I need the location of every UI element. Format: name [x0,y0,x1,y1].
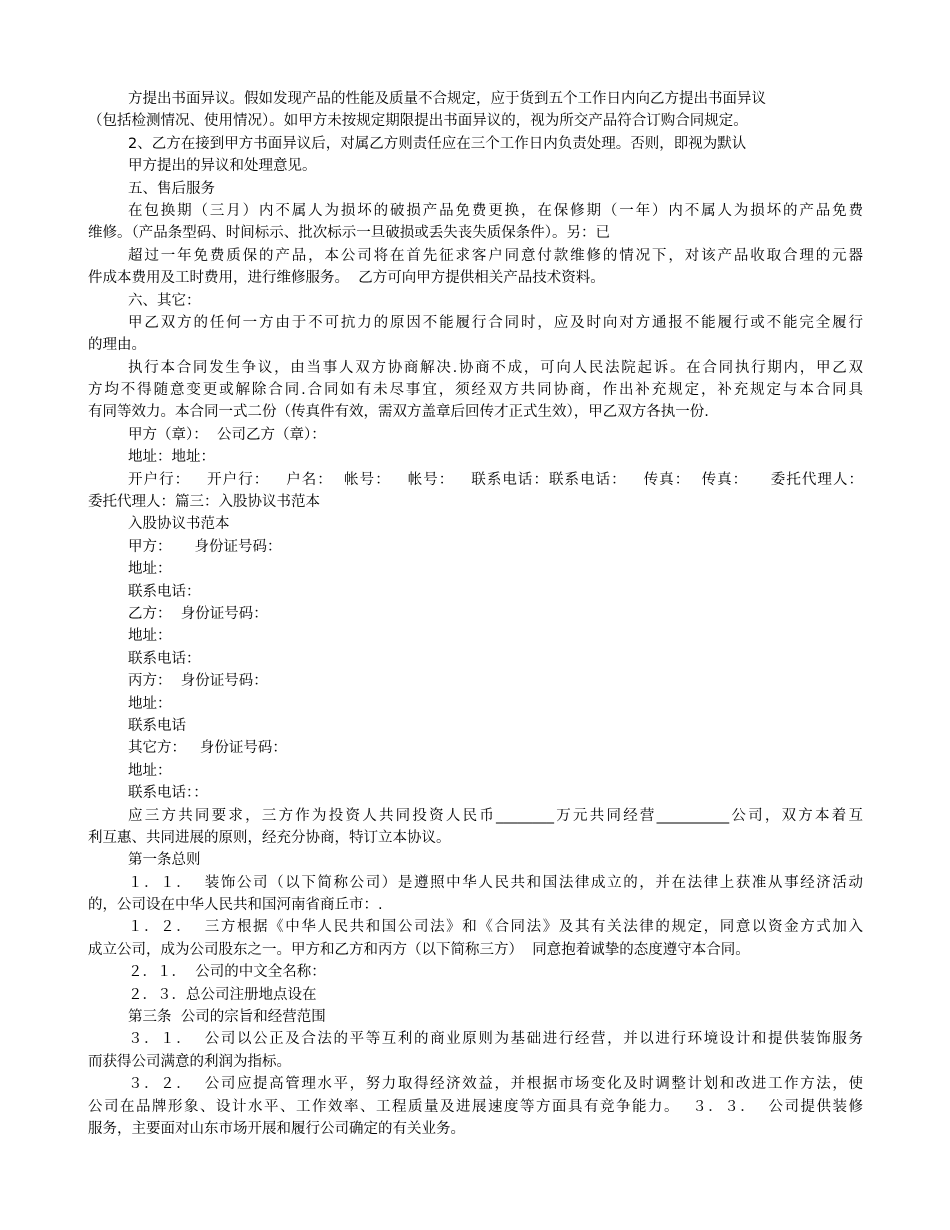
text-line: 应三方共同要求，三方作为投资人共同投资人民币________万元共同经营__________公司，双方本着互 [128,807,863,824]
text-line: 在包换期（三月）内不属人为损坏的破损产品免费更换，在保修期（一年）内不属人为损坏的产品免费 [128,202,863,219]
text-line: 开户行： 开户行： 户名： 帐号： 帐号： 联系电话：联系电话： 传真： 传真： 委托代理人： [128,471,863,488]
text-line: １．１． 装饰公司（以下简称公司）是遵照中华人民共和国法律成立的，并在法律上获准从事经济活动 [128,874,863,891]
text-line: 第三条 公司的宗旨和经营范围 [128,1009,326,1026]
text-line: 执行本合同发生争议，由当事人双方协商解决.协商不成，可向人民法院起诉。在合同执行期内，甲乙双 [128,359,863,376]
text-line: 联系电话： [128,583,201,600]
text-line: ２．１． 公司的中文全名称： [128,964,326,981]
text-line: 甲方（章）： 公司乙方（章）： [128,426,326,443]
text-line: 2、乙方在接到甲方书面异议后，对属乙方则责任应在三个工作日内负责处理。否则，即视为默认 [128,135,747,152]
text-line: 委托代理人：篇三：入股协议书范本 [88,494,320,511]
text-line: 维修。（产品条型码、时间标示、批次标示一旦破损或丢失丧失质保条件）。另：已 [88,225,610,242]
text-line: 第一条总则 [128,852,201,869]
text-line: 五、售后服务 [128,180,215,197]
text-line: 件成本费用及工时费用，进行维修服务。 乙方可向甲方提供相关产品技术资料。 [88,270,605,287]
text-line: 六、其它： [128,292,201,309]
text-line: 而获得公司满意的利润为指标。 [88,1053,291,1070]
text-line: 地址： [128,695,172,712]
text-line: 利互惠、共同进展的原则，经充分协商，特订立本协议。 [88,829,451,846]
text-line: 地址： [128,628,172,645]
text-line: ３．１． 公司以公正及合法的平等互利的商业原则为基础进行经营，并以进行环境设计和提供装饰服务 [128,1031,863,1048]
text-line: 有同等效力。本合同一式二份（传真件有效，需双方盖章后回传才正式生效），甲乙双方各执一份. [88,404,709,421]
text-line: 联系电话：： [128,785,208,802]
text-line: 联系电话 [128,717,186,734]
text-line: （包括检测情况、使用情况）。如甲方未按规定期限提出书面异议的，视为所交产品符合订购合同规定。 [88,113,748,130]
text-line: 乙方： 身份证号码： [128,605,268,622]
text-line: 超过一年免费质保的产品，本公司将在首先征求客户同意付款维修的情况下，对该产品收取合理的元器 [128,247,863,264]
text-line: １．２． 三方根据《中华人民共和国公司法》和《合同法》及其有关法律的规定，同意以资金方式加入 [128,919,863,936]
text-line: 其它方： 身份证号码： [128,740,287,757]
text-line: ２．３．总公司注册地点设在 [128,986,317,1003]
text-line: 成立公司，成为公司股东之一。甲方和乙方和丙方（以下简称三方） 同意抱着诚挚的态度遵守本合同。 [88,941,750,958]
text-line: 联系电话： [128,650,201,667]
text-line: 方均不得随意变更或解除合同.合同如有未尽事宜，须经双方共同协商，作出补充规定，补充规定与本合同具 [88,382,863,399]
text-line: 的理由。 [88,337,146,354]
text-line: 的，公司设在中华人民共和国河南省商丘市：. [88,897,383,914]
text-line: 地址： [128,561,172,578]
text-line: 服务，主要面对山东市场开展和履行公司确定的有关业务。 [88,1120,465,1137]
text-line: 入股协议书范本 [128,516,230,533]
text-line: 地址： [128,762,172,779]
document-page [88,88,863,1140]
text-line: 地址：地址： [128,449,215,466]
text-line: 公司在品牌形象、设计水平、工作效率、工程质量及进展速度等方面具有竞争能力。 ３．３． 公司提供装修 [88,1098,863,1115]
text-line: 甲方： 身份证号码： [128,538,282,555]
text-line: 甲方提出的异议和处理意见。 [128,158,317,175]
text-line: 方提出书面异议。假如发现产品的性能及质量不合规定，应于货到五个工作日内向乙方提出书面异议 [128,91,766,107]
text-line: 甲乙双方的任何一方由于不可抗力的原因不能履行合同时，应及时向对方通报不能履行或不能完全履行 [128,314,863,331]
text-line: 丙方： 身份证号码： [128,673,268,690]
text-line: ３．２． 公司应提高管理水平，努力取得经济效益，并根据市场变化及时调整计划和改进工作方法，使 [128,1076,863,1093]
